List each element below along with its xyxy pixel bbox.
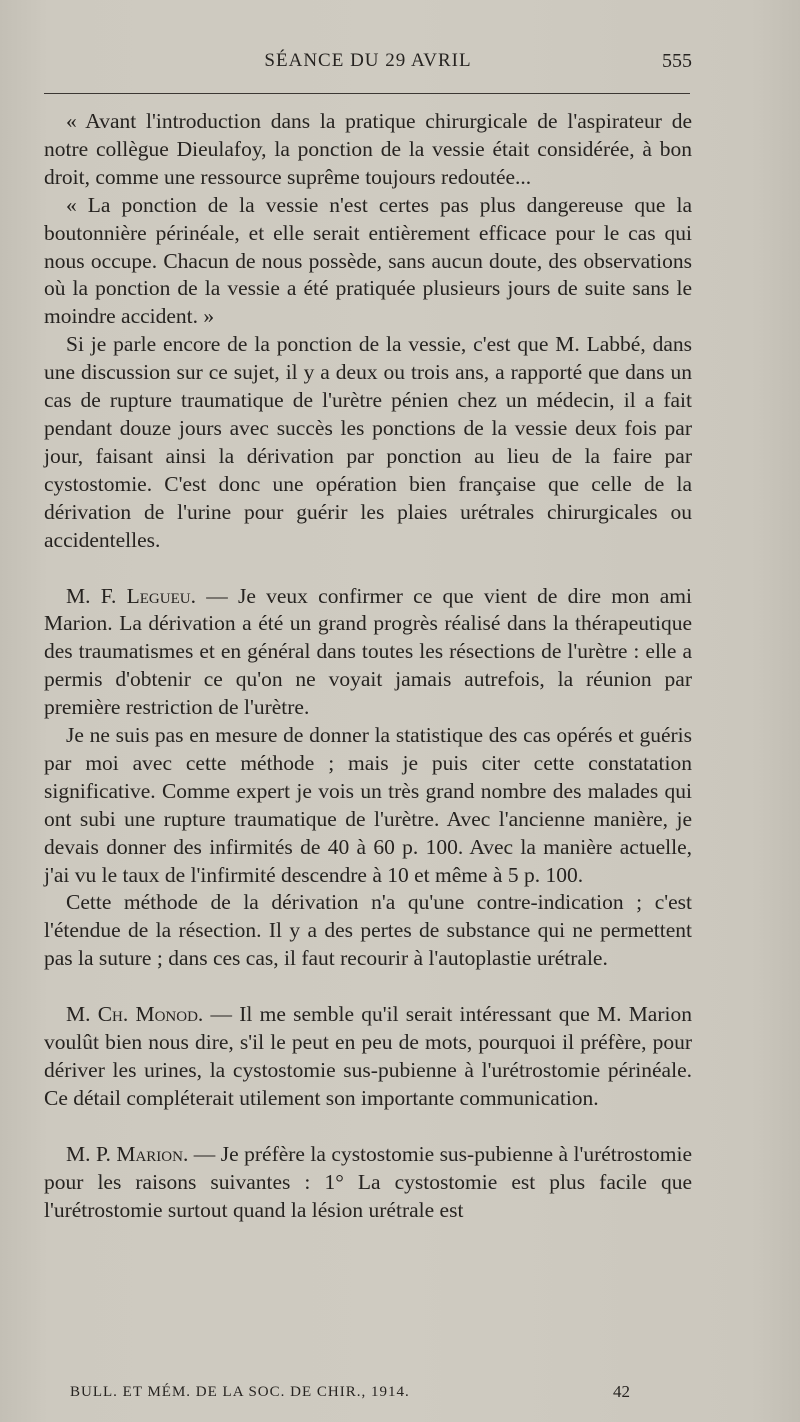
journal-signature: BULL. ET MÉM. DE LA SOC. DE CHIR., 1914. <box>70 1384 410 1400</box>
speaker-name: M. P. Marion. <box>66 1141 189 1166</box>
paragraph-text: — Il me semble qu'il serait intéressant que M. Marion voulût bien nous dire, s'il le peut en peu de mots, pourquoi il préfère, pour dériver les urines, la cystostomie sus-pubienne à l'urétrostomie périnéale. Ce détail compléterait utilement son importante communication. <box>44 1002 692 1110</box>
speaker-name: M. F. Legueu. <box>66 583 196 608</box>
page-header <box>44 50 692 80</box>
paragraph-legueu <box>44 583 692 723</box>
paragraph-ponction <box>44 331 692 554</box>
page-number: 555 <box>662 50 692 72</box>
sheet-number: 42 <box>613 1382 630 1401</box>
body-text <box>44 108 692 1225</box>
page-footer <box>70 1384 630 1408</box>
paragraph-text: Si je parle encore de la ponction de la vessie, c'est que M. Labbé, dans une discussion sur ce sujet, il y a deux ou trois ans, a rapporté que dans un cas de rupture traumatique de l'urètre pénien chez un médecin, il a fait pendant douze jours avec succès les ponctions de la vessie deux fois par jour, faisant ainsi la dérivation par ponction au lieu de la faire par cystostomie. C'est donc une opération bien française que celle de la dérivation de l'urine pour guérir les plaies urétrales chirurgicales ou accidentelles. <box>44 332 692 552</box>
paragraph-text: — Je veux confirmer ce que vient de dire mon ami Marion. La dérivation a été un grand progrès réalisé dans la thérapeutique des traumatismes et en général dans toutes les résections de l'urètre : elle a permis d'obtenir ce qu'on ne voyait jamais autrefois, la réunion par première restriction de l'urètre. <box>44 583 693 720</box>
paragraph-statistique <box>44 722 692 889</box>
paragraph-text: « Avant l'introduction dans la pratique chirurgicale de l'aspirateur de notre collègue Dieulafoy, la ponction de la vessie était considérée, à bon droit, comme une ressource suprême toujours redoutée... <box>44 109 692 189</box>
paragraph-quote-1 <box>44 108 692 192</box>
paragraph-text: Je ne suis pas en mesure de donner la statistique des cas opérés et guéris par moi avec cette méthode ; mais je puis citer cette constatation significative. Comme expert je vois un très grand nombre des malades qui ont subi une rupture traumatique de l'urètre. Avec l'ancienne manière, je devais donner des infirmités de 40 à 60 p. 100. Avec la manière actuelle, j'ai vu le taux de l'infirmité descendre à 10 et même à 5 p. 100. <box>44 723 692 887</box>
header-rule <box>44 93 690 94</box>
paragraph-text: — Je préfère la cystostomie sus-pubienne à l'urétrostomie pour les raisons suivantes : 1° La cystostomie est plus facile que l'urétrostomie surtout quand la lésion urétrale est <box>44 1141 692 1222</box>
speaker-name: M. Ch. Monod. <box>66 1002 204 1027</box>
paragraph-quote-2 <box>44 192 692 332</box>
paragraph-monod <box>44 1001 692 1113</box>
paragraph-contre-indication <box>44 889 692 973</box>
paragraph-text: « La ponction de la vessie n'est certes pas plus dangereuse que la boutonnière périnéale, et elle serait entièrement efficace pour le cas qui nous occupe. Chacun de nous possède, sans aucun doute, des observations où la ponction de la vessie a été pratiquée plusieurs jours de suite sans le moindre accident. » <box>44 192 692 329</box>
paragraph-marion <box>44 1141 692 1225</box>
paragraph-text: Cette méthode de la dérivation n'a qu'une contre-indication ; c'est l'étendue de la résection. Il y a des pertes de substance qui ne permettent pas la suture ; dans ces cas, il faut recourir à l'autoplastie urétrale. <box>44 890 692 971</box>
running-title: SÉANCE DU 29 AVRIL <box>264 50 472 71</box>
